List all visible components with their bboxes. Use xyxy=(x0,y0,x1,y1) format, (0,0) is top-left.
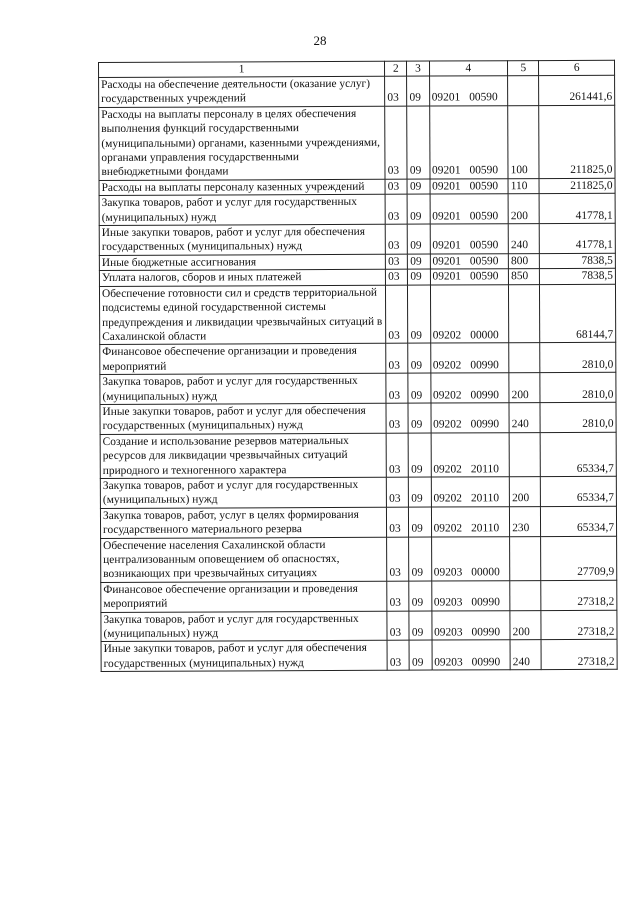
row-section-cell: 03 xyxy=(386,373,408,403)
row-name-cell: Уплата налогов, сборов и иных платежей xyxy=(99,270,385,287)
target-article-code-part1: 09201 xyxy=(432,164,461,177)
row-target-article-cell xyxy=(431,536,510,581)
row-target-article-cell xyxy=(431,581,510,611)
row-target-article-cell xyxy=(431,403,510,433)
target-article-code-part2: 00000 xyxy=(470,329,499,342)
row-target-article-cell xyxy=(430,254,509,270)
row-expense-type-cell xyxy=(509,343,540,373)
row-expense-type-cell: 240 xyxy=(508,224,539,254)
row-section-cell: 03 xyxy=(386,285,408,344)
row-expense-type-cell: 200 xyxy=(509,373,540,403)
row-subsection-cell: 09 xyxy=(408,224,430,254)
row-amount-cell: 41778,1 xyxy=(540,223,616,253)
table-body xyxy=(99,75,618,671)
row-expense-type-cell: 200 xyxy=(510,610,541,640)
row-subsection-cell: 09 xyxy=(409,477,431,507)
row-amount-cell: 65334,7 xyxy=(541,506,617,536)
row-amount-cell: 2810,0 xyxy=(540,372,616,402)
table-row xyxy=(100,343,616,375)
target-article-code-part2: 00590 xyxy=(469,270,499,283)
row-section-cell: 03 xyxy=(386,433,408,477)
target-article-code-part2: 00590 xyxy=(469,91,498,104)
table-row xyxy=(100,476,616,508)
row-subsection-cell: 09 xyxy=(407,194,429,224)
row-target-article-cell xyxy=(431,506,510,536)
target-article-code-part2: 00590 xyxy=(469,239,499,252)
row-name-cell: Закупка товаров, работ, услуг в целях формирования государственного материального резерва xyxy=(100,507,386,538)
table-row xyxy=(99,75,615,107)
row-section-cell: 03 xyxy=(387,641,409,671)
target-article-code-part2: 00000 xyxy=(471,566,500,579)
row-name-cell: Иные закупки товаров, работ и услуг для обеспечения государственных (муниципальных) нужд xyxy=(99,224,385,255)
row-name-cell: Расходы на выплаты персоналу в целях обеспечения выполнения функций государственными (муниципальными) органами, казенными учреждениями, органами управления государственными внебюджетными фондами xyxy=(99,106,386,180)
table-row xyxy=(99,193,615,225)
row-name-cell: Закупка товаров, работ и услуг для государственных (муниципальных) нужд xyxy=(99,194,385,225)
row-target-article-cell xyxy=(430,269,509,285)
target-article-code-part2: 00990 xyxy=(470,388,500,401)
row-name-cell: Иные закупки товаров, работ и услуг для обеспечения государственных (муниципальных) нужд xyxy=(101,641,387,672)
page-number: 28 xyxy=(313,33,327,48)
row-name-cell: Создание и использование резервов материальных ресурсов для ликвидации чрезвычайных ситуаций природного и техногенного характера xyxy=(100,433,386,478)
row-section-cell: 03 xyxy=(386,254,408,270)
row-expense-type-cell: 230 xyxy=(510,506,541,536)
row-subsection-cell: 09 xyxy=(407,76,429,106)
row-subsection-cell: 09 xyxy=(408,254,430,270)
row-name-cell: Обеспечение населения Сахалинской области централизованным оповещением об опасностях, возникающих при чрезвычайных ситуациях xyxy=(101,537,387,582)
row-subsection-cell: 09 xyxy=(408,285,430,344)
row-amount-cell: 27709,9 xyxy=(541,536,617,581)
table-row xyxy=(101,640,617,672)
row-expense-type-cell: 200 xyxy=(508,194,539,224)
row-subsection-cell: 09 xyxy=(408,343,430,373)
row-name-cell: Иные бюджетные ассигнования xyxy=(99,254,385,271)
row-expense-type-cell: 110 xyxy=(508,178,539,194)
row-subsection-cell: 09 xyxy=(408,269,430,285)
table-row xyxy=(99,284,615,345)
row-expense-type-cell: 850 xyxy=(509,269,540,285)
target-article-code-part2: 20110 xyxy=(470,462,499,475)
row-expense-type-cell: 200 xyxy=(509,477,540,507)
row-amount-cell: 261441,6 xyxy=(539,75,615,105)
row-name-cell: Расходы на обеспечение деятельности (оказание услуг) государственных учреждений xyxy=(99,76,385,107)
target-article-code-part1: 09202 xyxy=(433,462,462,476)
row-amount-cell: 7838,5 xyxy=(540,253,616,269)
row-subsection-cell: 09 xyxy=(408,403,430,433)
row-name-cell: Закупка товаров, работ и услуг для государственных (муниципальных) нужд xyxy=(100,373,386,404)
row-section-cell: 03 xyxy=(385,194,407,224)
row-section-cell: 03 xyxy=(385,76,407,106)
target-article-code-part2: 00990 xyxy=(470,418,500,431)
row-amount-cell: 27318,2 xyxy=(541,580,617,610)
row-section-cell: 03 xyxy=(387,581,409,611)
row-name-cell: Иные закупки товаров, работ и услуг для обеспечения государственных (муниципальных) нужд xyxy=(100,403,386,434)
target-article-code-part2: 20110 xyxy=(470,492,500,505)
row-target-article-cell xyxy=(430,343,509,373)
row-subsection-cell: 09 xyxy=(409,581,431,611)
row-section-cell: 03 xyxy=(387,611,409,641)
target-article-code-part2: 00590 xyxy=(469,209,499,223)
row-section-cell: 03 xyxy=(387,477,409,507)
target-article-code-part1: 09201 xyxy=(432,180,461,193)
target-article-code-part2: 00990 xyxy=(470,358,499,372)
row-amount-cell: 211825,0 xyxy=(539,178,615,194)
budget-table-wrapper xyxy=(98,60,618,673)
row-target-article-cell xyxy=(429,106,508,179)
row-target-article-cell xyxy=(431,477,510,507)
header-col-1: 1 xyxy=(99,61,385,77)
budget-table xyxy=(98,60,618,673)
row-amount-cell: 2810,0 xyxy=(540,343,616,373)
target-article-code-part2: 00990 xyxy=(471,656,501,669)
target-article-code-part2: 00590 xyxy=(469,180,499,193)
row-name-cell: Закупка товаров, работ и услуг для государственных (муниципальных) нужд xyxy=(100,477,386,508)
row-amount-cell: 211825,0 xyxy=(539,105,615,178)
row-section-cell: 03 xyxy=(385,224,407,254)
table-row xyxy=(100,432,616,478)
row-expense-type-cell: 240 xyxy=(510,640,541,670)
target-article-code-part1: 09202 xyxy=(433,492,462,505)
table-row xyxy=(100,402,616,434)
target-article-code-part1: 09203 xyxy=(434,626,463,639)
row-expense-type-cell xyxy=(508,76,539,106)
row-target-article-cell xyxy=(430,194,509,224)
row-name-cell: Финансовое обеспечение организации и проведения мероприятий xyxy=(100,344,386,375)
target-article-code-part1: 09203 xyxy=(433,596,463,609)
target-article-code-part1: 09201 xyxy=(432,210,461,223)
row-amount-cell: 68144,7 xyxy=(540,284,616,343)
row-name-cell: Закупка товаров, работ и услуг для государственных (муниципальных) нужд xyxy=(101,611,387,642)
row-name-cell: Расходы на выплаты персоналу казенных учреждений xyxy=(99,179,385,196)
row-amount-cell: 27318,2 xyxy=(541,610,617,640)
target-article-code-part2: 00990 xyxy=(471,626,501,639)
header-col-4: 4 xyxy=(429,61,508,76)
row-section-cell: 03 xyxy=(386,403,408,433)
table-row xyxy=(101,580,617,612)
row-section-cell: 03 xyxy=(386,343,408,373)
row-subsection-cell: 09 xyxy=(409,507,431,537)
row-expense-type-cell xyxy=(509,284,540,343)
table-row xyxy=(99,105,615,180)
row-subsection-cell: 09 xyxy=(409,537,431,581)
table-row xyxy=(100,372,616,404)
row-section-cell: 03 xyxy=(386,269,408,285)
row-expense-type-cell: 100 xyxy=(508,105,540,178)
row-expense-type-cell xyxy=(510,580,541,610)
row-subsection-cell: 09 xyxy=(408,373,430,403)
target-article-code-part2: 00590 xyxy=(469,164,499,177)
row-target-article-cell xyxy=(431,610,510,640)
target-article-code-part2: 00590 xyxy=(469,255,499,268)
row-target-article-cell xyxy=(430,373,509,403)
row-subsection-cell: 09 xyxy=(407,106,429,179)
target-article-code-part1: 09201 xyxy=(432,270,462,283)
row-amount-cell: 27318,2 xyxy=(541,640,617,670)
target-article-code-part2: 00990 xyxy=(471,596,500,609)
row-target-article-cell xyxy=(429,76,508,106)
target-article-code-part1: 09202 xyxy=(433,418,462,431)
target-article-code-part1: 09202 xyxy=(432,329,462,342)
header-col-6: 6 xyxy=(539,60,615,75)
header-col-2: 2 xyxy=(385,61,407,76)
header-col-3: 3 xyxy=(407,61,429,76)
row-expense-type-cell: 240 xyxy=(509,403,540,433)
row-expense-type-cell xyxy=(510,536,541,580)
table-row xyxy=(101,536,617,582)
target-article-code-part2: 20110 xyxy=(471,522,500,535)
row-amount-cell: 65334,7 xyxy=(541,476,617,506)
row-name-cell: Обеспечение готовности сил и средств территориальной подсистемы единой государственной системы предупреждения и ликвидации чрезвычайных ситуаций в Сахалинской области xyxy=(99,285,385,345)
table-row xyxy=(99,223,615,255)
row-section-cell: 03 xyxy=(387,537,409,581)
row-expense-type-cell: 800 xyxy=(509,253,540,269)
target-article-code-part1: 09202 xyxy=(432,388,462,402)
row-amount-cell: 41778,1 xyxy=(539,193,615,223)
row-target-article-cell xyxy=(430,224,509,254)
row-name-cell: Финансовое обеспечение организации и проведения мероприятий xyxy=(101,581,387,612)
row-section-cell: 03 xyxy=(385,179,407,195)
row-amount-cell: 65334,7 xyxy=(541,432,617,477)
target-article-code-part1: 09201 xyxy=(431,91,461,104)
table-row xyxy=(100,506,616,538)
row-subsection-cell: 09 xyxy=(409,611,431,641)
row-section-cell: 03 xyxy=(387,507,409,537)
row-subsection-cell: 09 xyxy=(407,179,429,195)
row-subsection-cell: 09 xyxy=(409,640,431,670)
header-col-5: 5 xyxy=(508,61,539,76)
row-target-article-cell xyxy=(431,432,510,477)
row-target-article-cell xyxy=(430,179,509,195)
row-expense-type-cell xyxy=(509,432,540,476)
row-section-cell: 03 xyxy=(385,106,407,179)
table-row xyxy=(101,610,617,642)
target-article-code-part1: 09201 xyxy=(432,239,461,253)
target-article-code-part1: 09202 xyxy=(433,522,463,535)
target-article-code-part1: 09202 xyxy=(432,359,462,372)
target-article-code-part1: 09203 xyxy=(433,566,463,579)
target-article-code-part1: 09203 xyxy=(434,656,463,669)
target-article-code-part1: 09201 xyxy=(432,255,461,268)
row-subsection-cell: 09 xyxy=(409,433,431,477)
row-amount-cell: 7838,5 xyxy=(540,269,616,285)
row-amount-cell: 2810,0 xyxy=(540,402,616,432)
row-target-article-cell xyxy=(432,640,511,670)
row-target-article-cell xyxy=(430,284,509,343)
